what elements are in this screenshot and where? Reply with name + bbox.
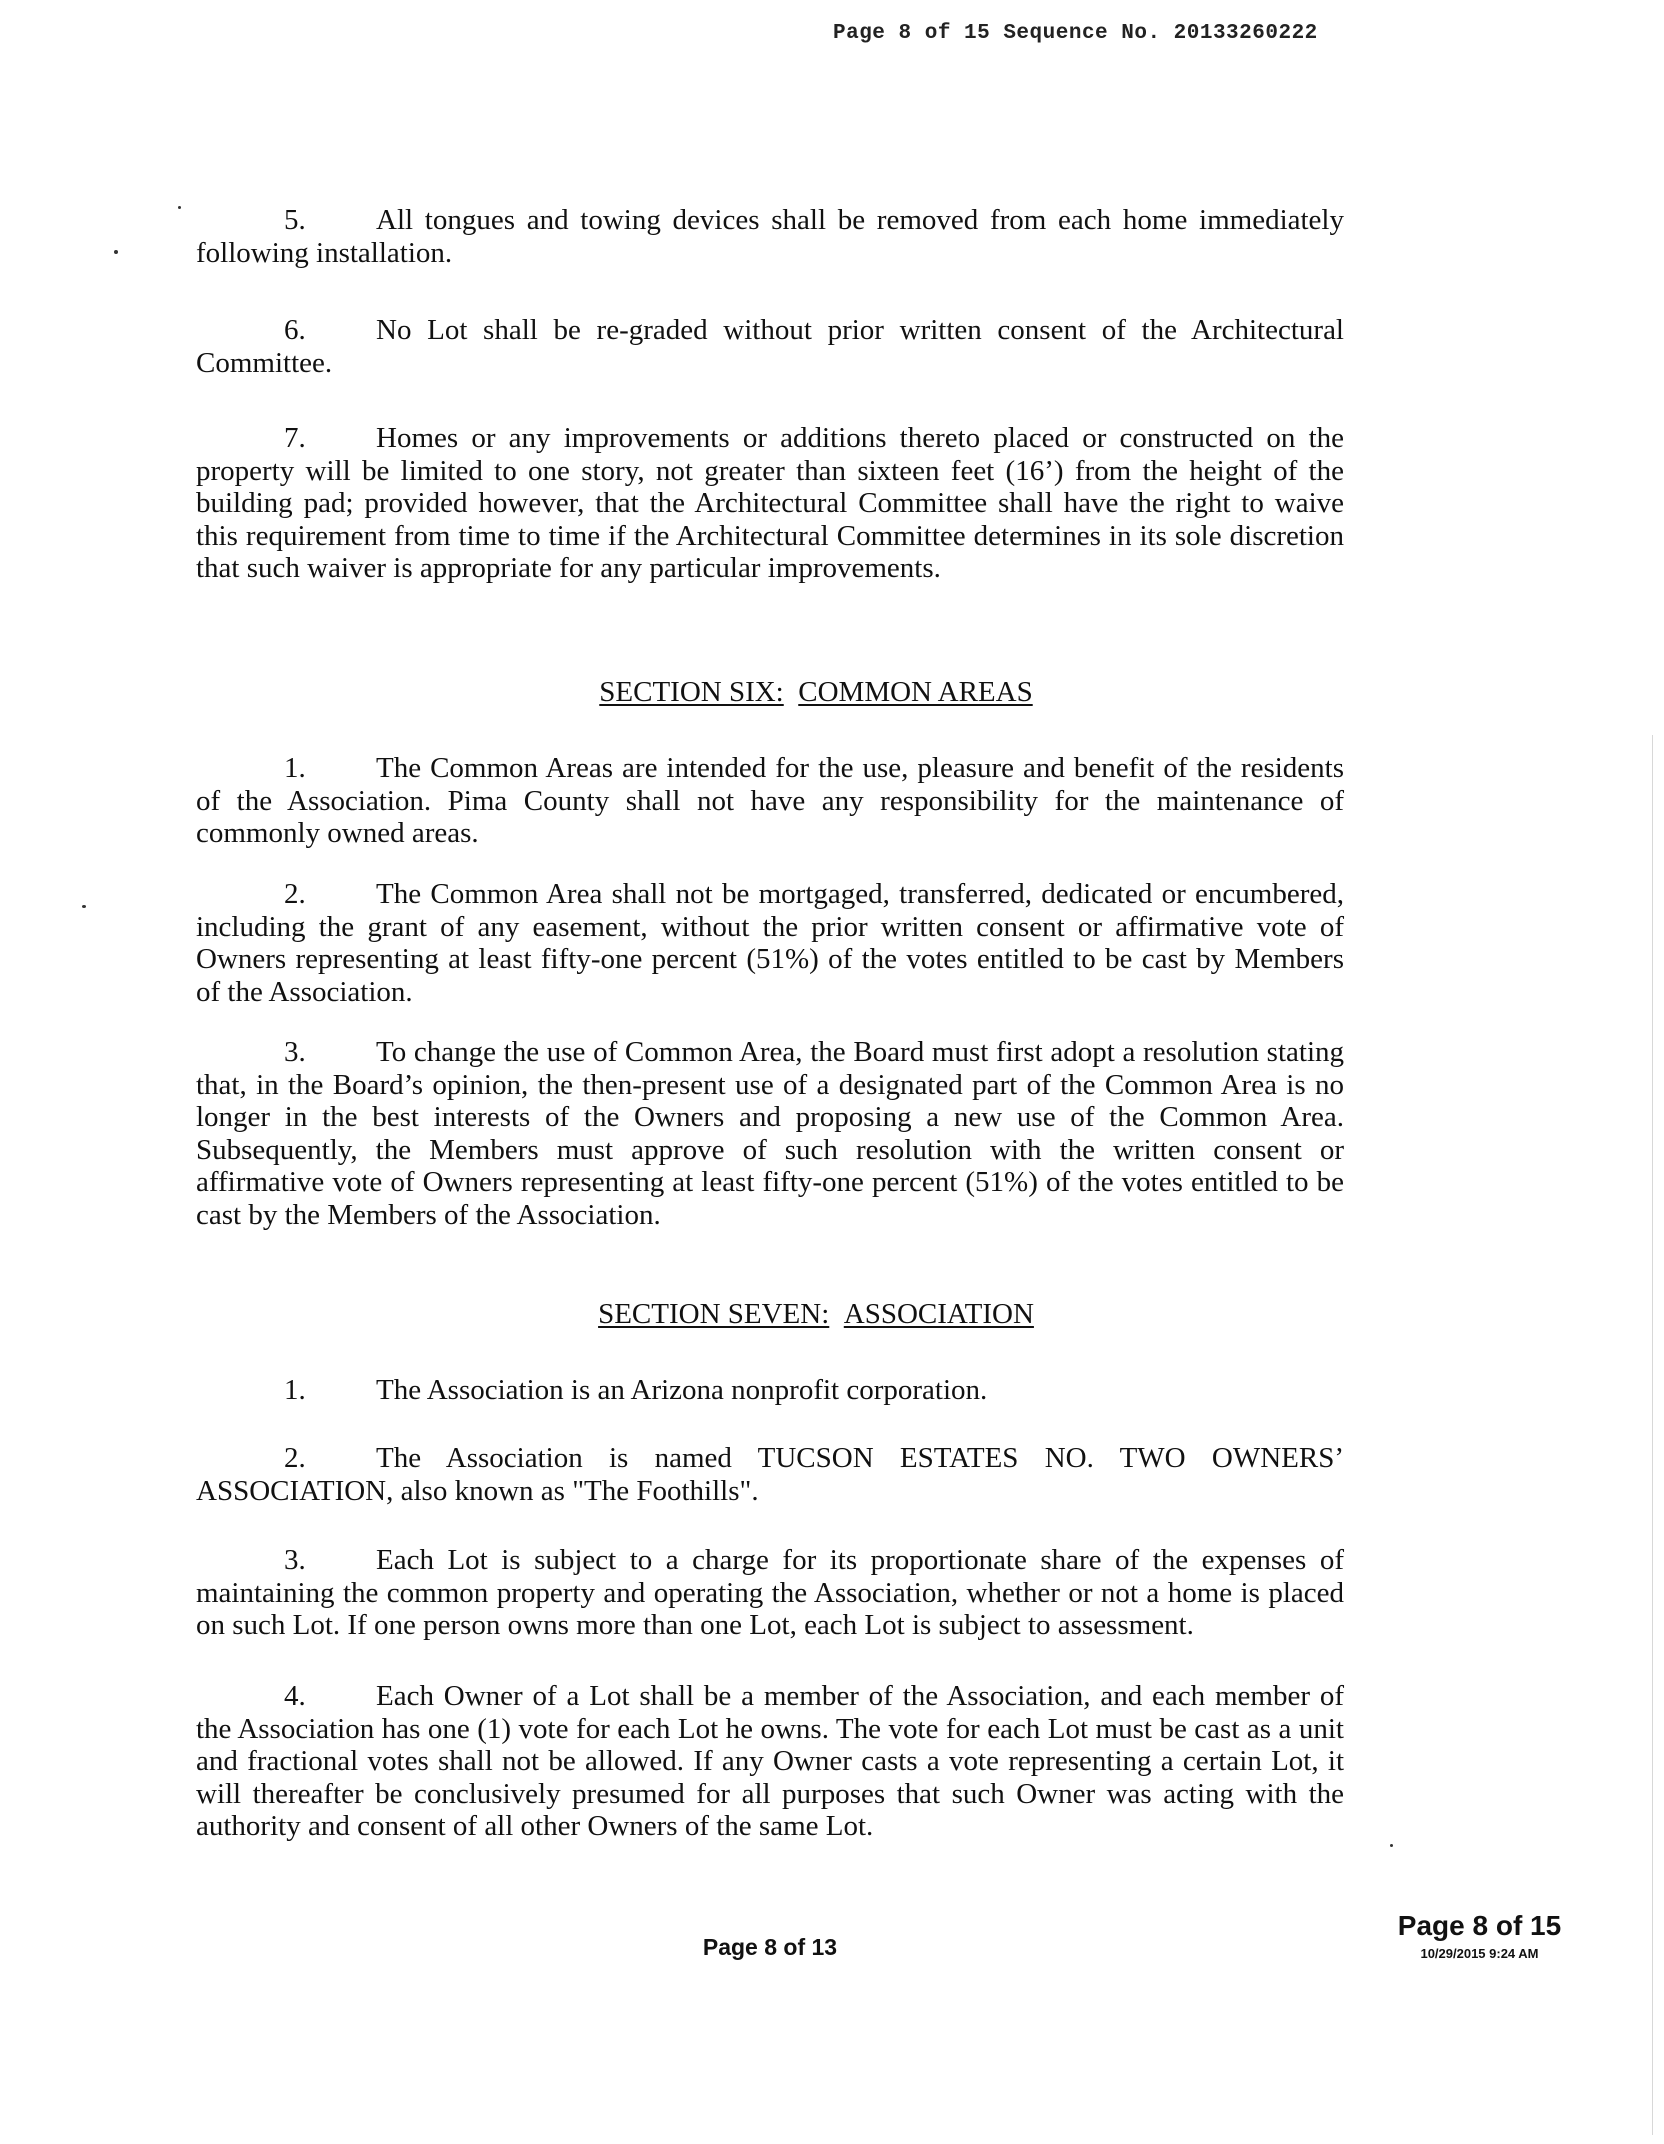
- paragraph-text: Each Owner of a Lot shall be a member of the Association, and each member of the Association has one (1) vote for each Lot he owns. The vote for each Lot must be cast as a unit and fractional votes shall not be allowed. If any Owner casts a vote representing a certain Lot, it will thereafter be conclusively presumed for all purposes that such Owner was acting with the authority and consent of all other Owners of the same Lot.: [196, 1680, 1344, 1842]
- section-six-heading: [196, 676, 1436, 709]
- section-six-paragraph-2: [196, 878, 1344, 1008]
- section-six-title-part2: COMMON AREAS: [798, 676, 1033, 708]
- paragraph-text: Homes or any improvements or additions thereto placed or constructed on the property will be limited to one story, not greater than sixteen feet (16’) from the height of the building pad; provided however, that the Architectural Committee shall have the right to waive this requirement from time to time if the Architectural Committee determines in its sole discretion that such waiver is appropriate for any particular improvements.: [196, 422, 1344, 584]
- paragraph-number: 1.: [284, 1374, 306, 1406]
- paragraph-7: [196, 422, 1344, 585]
- paragraph-text: All tongues and towing devices shall be removed from each home immediately following installation.: [196, 204, 1344, 269]
- section-seven-title-part2: ASSOCIATION: [843, 1298, 1034, 1330]
- section-seven-paragraph-4: [196, 1680, 1344, 1843]
- section-seven-paragraph-1: [196, 1374, 1344, 1407]
- scan-speck: [1390, 1844, 1393, 1847]
- scan-speck: [82, 905, 86, 908]
- scan-speck: [114, 250, 118, 254]
- recorder-stamp-datetime: 10/29/2015 9:24 AM: [1420, 1946, 1539, 1961]
- section-seven-title-part1: SECTION SEVEN:: [598, 1298, 830, 1330]
- section-six-paragraph-3: [196, 1036, 1344, 1231]
- paragraph-number: 7.: [284, 422, 306, 454]
- section-seven-heading: [196, 1298, 1436, 1331]
- paragraph-text: No Lot shall be re-graded without prior written consent of the Architectural Committee.: [196, 314, 1344, 379]
- paragraph-number: 6.: [284, 314, 306, 346]
- scan-speck: [178, 206, 181, 209]
- scan-edge-line: [1652, 735, 1653, 2135]
- paragraph-number: 3.: [284, 1036, 306, 1068]
- paragraph-text: To change the use of Common Area, the Board must first adopt a resolution stating that, in the Board’s opinion, the then-present use of a designated part of the Common Area is no longer in the best interests of the Owners and proposing a new use of the Common Area. Subsequently, the Members must approve of such resolution with the written consent or affirmative vote of Owners representing at least fifty-one percent (51%) of the votes entitled to be cast by the Members of the Association.: [196, 1036, 1344, 1231]
- paragraph-text: The Association is named TUCSON ESTATES NO. TWO OWNERS’ ASSOCIATION, also known as "The Foothills".: [196, 1442, 1344, 1507]
- section-seven-paragraph-3: [196, 1544, 1344, 1642]
- paragraph-text: Each Lot is subject to a charge for its proportionate share of the expenses of maintaining the common property and operating the Association, whether or not a home is placed on such Lot. If one person owns more than one Lot, each Lot is subject to assessment.: [196, 1544, 1344, 1641]
- paragraph-6: [196, 314, 1344, 379]
- section-seven-paragraph-2: [196, 1442, 1344, 1507]
- paragraph-text: The Association is an Arizona nonprofit corporation.: [376, 1374, 988, 1406]
- paragraph-number: 2.: [284, 1442, 306, 1474]
- paragraph-number: 2.: [284, 878, 306, 910]
- section-six-paragraph-1: [196, 752, 1344, 850]
- paragraph-number: 3.: [284, 1544, 306, 1576]
- section-six-title-part1: SECTION SIX:: [599, 676, 784, 708]
- paragraph-number: 5.: [284, 204, 306, 236]
- recording-header: Page 8 of 15 Sequence No. 20133260222: [833, 22, 1318, 45]
- document-page-number: Page 8 of 13: [702, 1934, 838, 1960]
- paragraph-5: [196, 204, 1344, 269]
- paragraph-number: 4.: [284, 1680, 306, 1712]
- paragraph-text: The Common Area shall not be mortgaged, transferred, dedicated or encumbered, including the grant of any easement, without the prior written consent or affirmative vote of Owners representing at least fifty-one percent (51%) of the votes entitled to be cast by Members of the Association.: [196, 878, 1344, 1008]
- recorder-stamp-page: Page 8 of 15: [1397, 1910, 1562, 1941]
- paragraph-text: The Common Areas are intended for the use, pleasure and benefit of the residents of the Association. Pima County shall not have any responsibility for the maintenance of commonly owned areas.: [196, 752, 1344, 849]
- paragraph-number: 1.: [284, 752, 306, 784]
